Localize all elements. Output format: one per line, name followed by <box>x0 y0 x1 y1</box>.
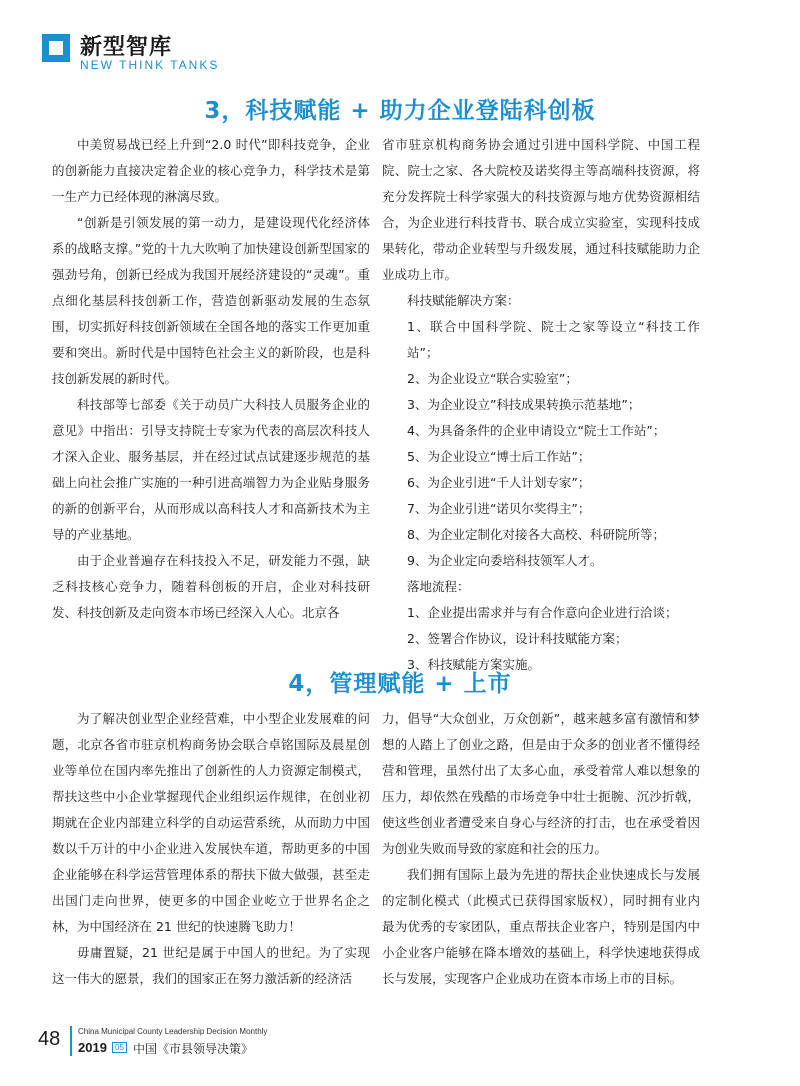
section1-left-column <box>52 132 370 626</box>
section-title-tech-empowerment: 3，科技赋能 + 助力企业登陆科创板 <box>204 98 596 124</box>
list-item: 3、科技赋能方案实施。 <box>407 657 540 672</box>
list-item: 1、联合中国科学院、院士之家等设立“科技工作站”； <box>407 319 700 360</box>
section2-left-column <box>52 706 370 992</box>
process-heading: 落地流程： <box>407 579 470 594</box>
paragraph: 毋庸置疑，21 世纪是属于中国人的世纪。为了实现这一伟大的愿景，我们的国家正在努力激活新的经济活 <box>52 945 370 986</box>
list-item: 7、为企业引进“诺贝尔奖得主”； <box>407 501 591 516</box>
section2-right-column <box>382 706 700 992</box>
list-item: 4、为具备条件的企业申请设立“院士工作站”； <box>407 423 666 438</box>
paragraph: 省市驻京机构商务协会通过引进中国科学院、中国工程院、院士之家、各大院校及诺奖得主等高端科技资源，将充分发挥院士科学家强大的科技资源与地方优势资源相结合，为企业进行科技背书、联合成立实验室，实现科技成果转化，带动企业转型与升级发展，通过科技赋能助力企业成功上市。 <box>382 137 700 282</box>
list-item: 2、签署合作协议，设计科技赋能方案； <box>407 631 628 646</box>
logo-icon <box>42 34 70 62</box>
list-item: 2、为企业设立“联合实验室”； <box>407 371 578 386</box>
paragraph: 中美贸易战已经上升到“2.0 时代”即科技竞争，企业的创新能力直接决定着企业的核心竞争力，科学技术是第一生产力已经体现的淋漓尽致。 <box>52 137 370 204</box>
page-number: 48 <box>38 1028 61 1050</box>
magazine-name: 中国《市县领导决策》 <box>133 1042 254 1056</box>
list-item: 5、为企业设立“博士后工作站”； <box>407 449 591 464</box>
section-title-management-empowerment: 4，管理赋能 + 上市 <box>288 671 512 697</box>
solutions-heading: 科技赋能解决方案： <box>407 293 520 308</box>
paragraph: 由于企业普遍存在科技投入不足，研发能力不强，缺乏科技核心竞争力，随着科创板的开启，企业对科技研发、科技创新及走向资本市场已经深入人心。北京各 <box>52 553 370 620</box>
paragraph: 我们拥有国际上最为先进的帮扶企业快速成长与发展的定制化模式（此模式已获得国家版权），同时拥有业内最为优秀的专家团队，重点帮扶企业客户，特别是国内中小企业客户能够在降本增效的基础上，科学快速地获得成长与发展，实现客户企业成功在资本市场上市的目标。 <box>382 867 700 986</box>
section1-right-column <box>382 132 700 678</box>
list-item: 8、为企业定制化对接各大高校、科研院所等； <box>407 527 665 542</box>
brand-subtitle: NEW THINK TANKS <box>80 58 220 72</box>
paragraph: “创新是引领发展的第一动力，是建设现代化经济体系的战略支撑。”党的十九大吹响了加快建设创新型国家的强劲号角，创新已经成为我国开展经济建设的“灵魂”。重点细化基层科技创新工作，营造创新驱动发展的生态氛围，切实抓好科技创新领域在全国各地的落实工作更加重要和突出。新时代是中国特色社会主义的新阶段，也是科技创新发展的新时代。 <box>52 215 370 386</box>
brand-title: 新型智库 <box>80 34 173 60</box>
publication-name-en: China Municipal County Leadership Decision Monthly <box>78 1027 268 1036</box>
footer-divider <box>70 1026 72 1056</box>
list-item: 6、为企业引进“千人计划专家”； <box>407 475 591 490</box>
issue-number: 05 <box>112 1042 127 1053</box>
list-item: 9、为企业定向委培科技领军人才。 <box>407 553 603 568</box>
paragraph: 力，倡导“大众创业，万众创新”，越来越多富有激情和梦想的人踏上了创业之路，但是由于众多的创业者不懂得经营和管理，虽然付出了太多心血，承受着常人难以想象的压力，却依然在残酷的市场竞争中壮士扼腕、沉沙折戟，使这些创业者遭受来自身心与经济的打击，也在承受着因为创业失败而导致的家庭和社会的压力。 <box>382 711 700 856</box>
paragraph: 为了解决创业型企业经营难，中小型企业发展难的问题，北京各省市驻京机构商务协会联合卓铭国际及晨星创业等单位在国内率先推出了创新性的人力资源定制模式，帮扶这些中小企业掌握现代企业组织运作规律，在创业初期就在企业内部建立科学的自动运营系统，从而助力中国数以千万计的中小企业进入发展快车道，帮助更多的中国企业能够在科学运营管理体系的帮扶下做大做强，甚至走出国门走向世界，使更多的中国企业屹立于世界名企之林，为中国经济在 21 世纪的快速腾飞助力！ <box>52 711 370 934</box>
list-item: 3、为企业设立”科技成果转换示范基地”； <box>407 397 641 412</box>
paragraph: 科技部等七部委《关于动员广大科技人员服务企业的意见》中指出：引导支持院士专家为代表的高层次科技人才深入企业、服务基层，并在经过试点试建逐步规范的基础上向社会推广实施的一种引进高端智力为企业贴身服务的新的创新平台，从而形成以高科技人才和高新技术为主导的产业基地。 <box>52 397 370 542</box>
list-item: 1、企业提出需求并与有合作意向企业进行洽谈； <box>407 605 678 620</box>
issue-year: 2019 <box>78 1040 107 1055</box>
